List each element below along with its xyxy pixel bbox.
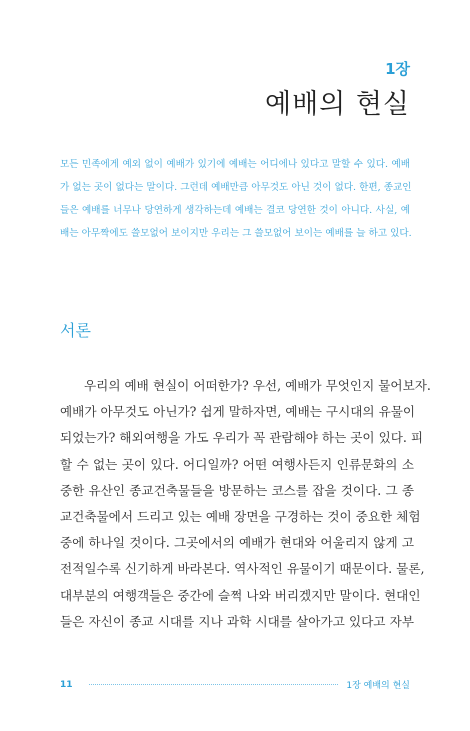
intro-line: 가 없는 곳이 없다는 말이다. 그런데 예배만큼 아무것도 아닌 것이 없다. 한편, 종교인 xyxy=(60,182,412,193)
body-paragraph xyxy=(60,373,431,635)
page-footer xyxy=(60,678,410,691)
body-line: 교건축물에서 드리고 있는 예배 장면을 구경하는 것이 중요한 체험 xyxy=(60,509,421,525)
body-line: 예배가 아무것도 아닌가? 쉽게 말하자면, 예배는 구시대의 유물이 xyxy=(60,404,416,420)
running-title: 1장 예배의 현실 xyxy=(346,681,410,691)
footer-dotted-rule xyxy=(89,684,339,685)
body-line: 들은 자신이 종교 시대를 지나 과학 시대를 살아가고 있다고 자부 xyxy=(60,613,414,629)
body-line: 중한 유산인 종교건축물들을 방문하는 코스를 잡을 것이다. 그 종 xyxy=(60,482,414,498)
section-heading: 서론 xyxy=(60,321,91,340)
body-line: 전적일수록 신기하게 바라본다. 역사적인 유물이기 때문이다. 물론, xyxy=(60,561,425,577)
intro-line: 배는 아무짝에도 쓸모없어 보이지만 우리는 그 쓸모없어 보이는 예배를 늘 하고 있다. xyxy=(60,228,412,239)
body-line: 할 수 없는 곳이 있다. 어디일까? 어떤 여행사든지 인류문화의 소 xyxy=(60,456,414,472)
intro-line: 들은 예배를 너무나 당연하게 생각하는데 예배는 결코 당연한 것이 아니다. 사실, 예 xyxy=(60,205,410,216)
intro-line: 모든 민족에게 예외 없이 예배가 있기에 예배는 어디에나 있다고 말할 수 있다. 예배 xyxy=(60,159,410,170)
page-number: 11 xyxy=(60,679,73,690)
body-line: 우리의 예배 현실이 어떠한가? 우선, 예배가 무엇인지 물어보자. xyxy=(84,378,431,393)
body-line: 중에 하나일 것이다. 그곳에서의 예배가 현대와 어울리지 않게 고 xyxy=(60,535,414,551)
chapter-number: 1장 xyxy=(385,60,410,78)
chapter-title: 예배의 현실 xyxy=(265,89,410,120)
body-line: 대부분의 여행객들은 중간에 슬쩍 나와 버리겠지만 말이다. 현대인 xyxy=(60,587,421,603)
chapter-intro xyxy=(60,153,410,245)
body-line: 되었는가? 해외여행을 가도 우리가 꼭 관람해야 하는 곳이 있다. 피 xyxy=(60,430,424,446)
